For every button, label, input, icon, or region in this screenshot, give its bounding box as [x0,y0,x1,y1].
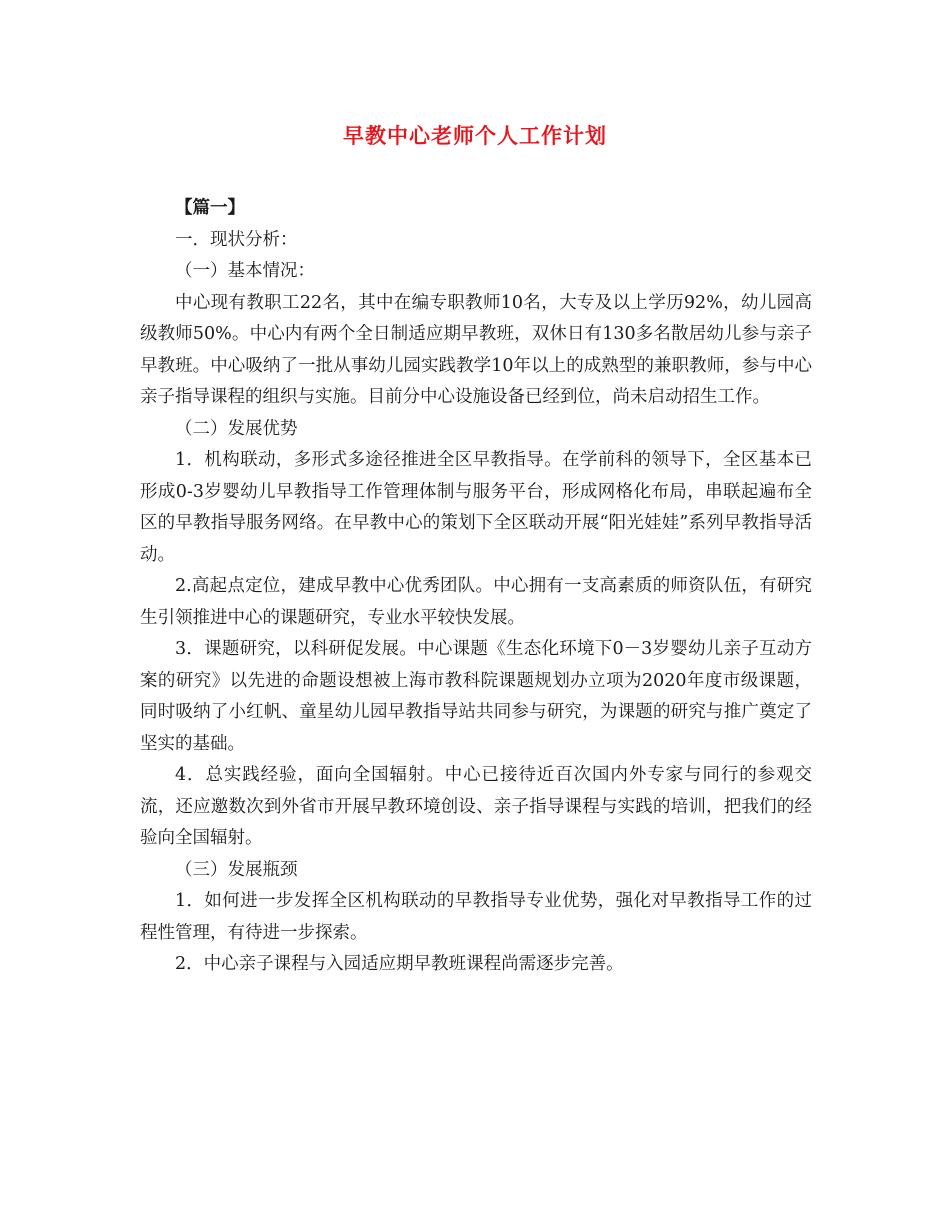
subsection-heading: （二）发展优势 [175,418,298,439]
subsection-heading: （三）发展瓶颈 [175,859,298,880]
document-body [140,193,812,981]
paragraph: 3．课题研究，以科研促发展。中心课题《生态化环境下0－3岁婴幼儿亲子互动方案的研究》以先进的命题设想被上海市教科院课题规划办立项为2020年度市级课题，同时吸纳了小红帆、童星幼儿园早教指导站共同参与研究，为课题的研究与推广奠定了坚实的基础。 [140,639,812,754]
subsection-heading: （一）基本情况： [175,261,315,281]
paragraph: 1．如何进一步发挥全区机构联动的早教指导专业优势，强化对早教指导工作的过程性管理，有待进一步探索。 [140,891,812,943]
paragraph: 2.高起点定位，建成早教中心优秀团队。中心拥有一支高素质的师资队伍，有研究生引领推进中心的课题研究，专业水平较快发展。 [140,576,812,628]
paragraph: 2．中心亲子课程与入园适应期早教班课程尚需逐步完善。 [175,954,624,974]
section-label: 【篇一】 [175,198,245,218]
paragraph: 1．机构联动，多形式多途径推进全区早教指导。在学前科的领导下，全区基本已形成0-3岁婴幼儿早教指导工作管理体制与服务平台，形成网格化布局，串联起遍布全区的早教指导服务网络。在早教中心的策划下全区联动开展“阳光娃娃”系列早教指导活动。 [140,450,812,565]
paragraph: 4．总实践经验，面向全国辐射。中心已接待近百次国内外专家与同行的参观交流，还应邀数次到外省市开展早教环境创设、亲子指导课程与实践的培训，把我们的经验向全国辐射。 [140,765,812,848]
paragraph: 中心现有教职工22名，其中在编专职教师10名，大专及以上学历92%，幼儿园高级教师50%。中心内有两个全日制适应期早教班，双休日有130多名散居幼儿参与亲子早教班。中心吸纳了一批从事幼儿园实践教学10年以上的成熟型的兼职教师，参与中心亲子指导课程的组织与实施。目前分中心设施设备已经到位，尚未启动招生工作。 [140,292,812,407]
document-title: 早教中心老师个人工作计划 [343,124,607,148]
section-heading: 一．现状分析： [175,229,298,250]
